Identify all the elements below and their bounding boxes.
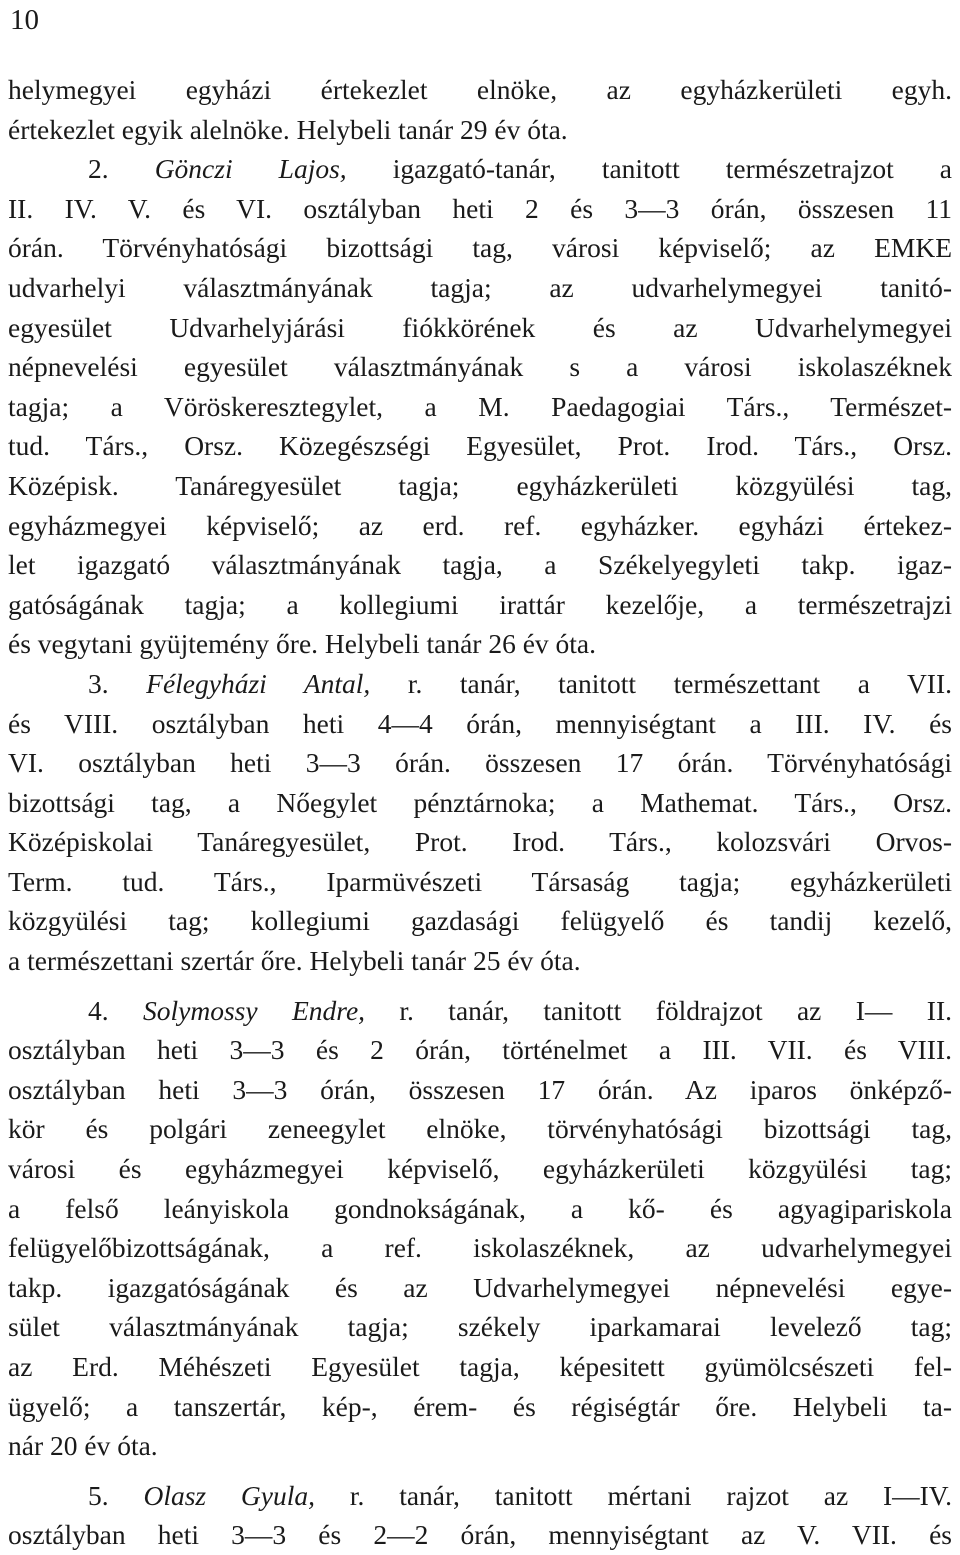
teacher-name: Olasz Gyula, xyxy=(143,1479,316,1511)
text-line: kör és polgári zeneegylet elnöke, törvényhatósági bizottsági tag, xyxy=(8,1113,952,1145)
text-line: nár 20 év óta. xyxy=(8,1430,158,1462)
text-line: értekezlet egyik alelnöke. Helybeli tanár 29 év óta. xyxy=(8,113,568,145)
text-line: Term. tud. Társ., Iparmüvészeti Társaság tagja; egyházkerületi xyxy=(8,865,952,897)
text-line: gatóságának tagja; a kollegiumi irattár kezelője, a természetrajzi xyxy=(8,588,952,620)
line-text: r. tanár, tanitott mértani rajzot az I—IV. xyxy=(315,1479,952,1511)
text-line: Középiskolai Tanáregyesület, Prot. Irod. Társ., kolozsvári Orvos- xyxy=(8,826,952,858)
list-number: 5. xyxy=(88,1479,144,1511)
teacher-name: Félegyházi Antal, xyxy=(146,667,371,699)
text-line: és vegytani gyüjtemény őre. Helybeli tanár 26 év óta. xyxy=(8,628,597,660)
teacher-name: Solymossy Endre, xyxy=(143,994,366,1026)
text-line: városi és egyházmegyei képviselő, egyházkerületi közgyülési tag; xyxy=(8,1153,952,1185)
text-line: osztályban heti 3—3 órán, összesen 17 órán. Az iparos önképző- xyxy=(8,1073,952,1105)
text-line: osztályban heti 3—3 és 2 órán, történelmet a III. VII. és VIII. xyxy=(8,1034,952,1066)
text-line: a felső leányiskola gondnokságának, a kő- és agyagipariskola xyxy=(8,1192,952,1224)
text-line: és VIII. osztályban heti 4—4 órán, mennyiségtant a III. IV. és xyxy=(8,707,952,739)
text-line: helymegyei egyházi értekezlet elnöke, az egyházkerületi egyh. xyxy=(8,74,952,105)
list-number: 2. xyxy=(88,153,155,185)
text-line: bizottsági tag, a Nőegylet pénztárnoka; a Mathemat. Társ., Orsz. xyxy=(8,786,952,818)
text-line: egyesület Udvarhelyjárási fiókkörének és az Udvarhelymegyei xyxy=(8,311,952,343)
line-text: r. tanár, tanitott földrajzot az I— II. xyxy=(365,994,952,1026)
text-line xyxy=(8,149,952,189)
list-number: 3. xyxy=(88,667,147,699)
teacher-name: Gönczi Lajos, xyxy=(154,153,347,185)
text-line: órán. Törvényhatósági bizottsági tag, városi képviselő; az EMKE xyxy=(8,232,952,264)
page-number: 10 xyxy=(10,4,39,36)
text-line xyxy=(8,1476,952,1516)
text-line: II. IV. V. és VI. osztályban heti 2 és 3—3 órán, összesen 11 xyxy=(8,192,952,224)
text-line: közgyülési tag; kollegiumi gazdasági felügyelő és tandij kezelő, xyxy=(8,905,952,937)
text-line: Középisk. Tanáregyesület tagja; egyházkerületi közgyülési tag, xyxy=(8,469,952,501)
body-text xyxy=(8,70,952,1555)
line-text: igazgató-tanár, tanitott természetrajzot a xyxy=(346,153,953,185)
text-line: osztályban heti 3—3 és 2—2 órán, mennyiségtant az V. VII. és xyxy=(8,1519,952,1551)
list-number: 4. xyxy=(88,994,144,1026)
text-line: tagja; a Vöröskeresztegylet, a M. Paedagogiai Társ., Természet- xyxy=(8,390,952,422)
text-line xyxy=(8,664,952,704)
line-text: r. tanár, tanitott természettant a VII. xyxy=(370,667,952,699)
text-line: felügyelőbizottságának, a ref. iskolaszéknek, az udvarhelymegyei xyxy=(8,1232,952,1264)
text-line: tud. Társ., Orsz. Közegészségi Egyesület, Prot. Irod. Társ., Orsz. xyxy=(8,430,952,462)
text-line: VI. osztályban heti 3—3 órán. összesen 17 órán. Törvényhatósági xyxy=(8,747,952,779)
text-line: let igazgató választmányának tagja, a Székelyegyleti takp. igaz- xyxy=(8,549,952,581)
text-line: takp. igazgatóságának és az Udvarhelymegyei népnevelési egye- xyxy=(8,1271,952,1303)
text-line: a természettani szertár őre. Helybeli tanár 25 év óta. xyxy=(8,945,581,977)
text-line xyxy=(8,991,952,1031)
text-line: népnevelési egyesület választmányának s a városi iskolaszéknek xyxy=(8,351,952,383)
text-line: ügyelő; a tanszertár, kép-, érem- és régiségtár őre. Helybeli ta- xyxy=(8,1390,952,1422)
text-line: udvarhelyi választmányának tagja; az udvarhelymegyei tanitó- xyxy=(8,271,952,303)
text-line: az Erd. Méhészeti Egyesület tagja, képesitett gyümölcsészeti fel- xyxy=(8,1351,952,1382)
text-line: sület választmányának tagja; székely iparkamarai levelező tag; xyxy=(8,1311,952,1343)
text-line: egyházmegyei képviselő; az erd. ref. egyházker. egyházi értekez- xyxy=(8,509,952,541)
